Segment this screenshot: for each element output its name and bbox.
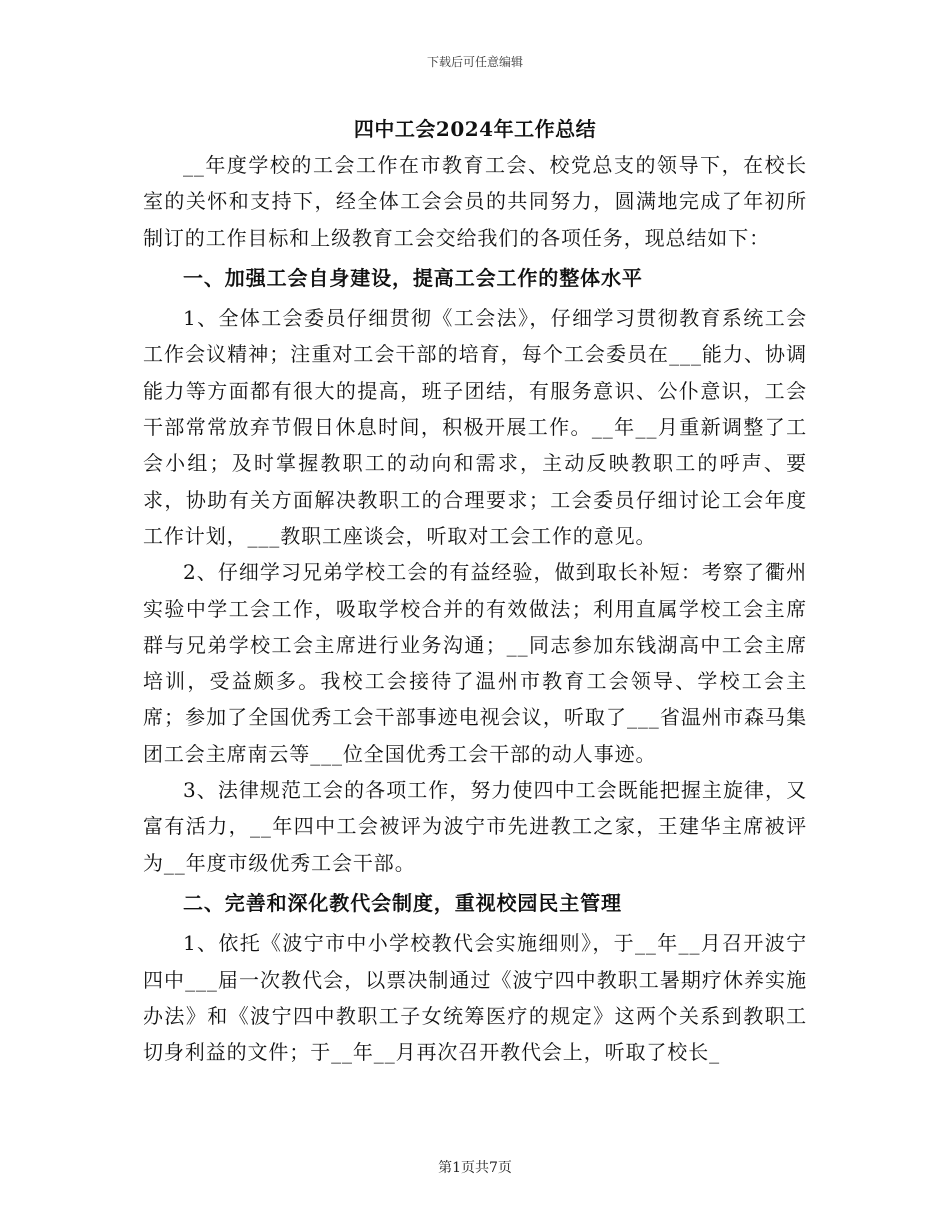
download-note: 下载后可任意编辑 bbox=[426, 55, 523, 69]
document-title: 四中工会2024年工作总结 bbox=[353, 117, 597, 141]
section-1-item-2: 2、仔细学习兄弟学校工会的有益经验，做到取长补短：考察了衢州实验中学工会工作，吸取学校合并的有效做法；利用直属学校工会主席群与兄弟学校工会主席进行业务沟通；__同志参加东钱湖高中工会主席培训，受益颇多。我校工会接待了温州市教育工会领导、学校工会主席；参加了全国优秀工会干部事迹电视会议，听取了___省温州市森马集团工会主席南云等___位全国优秀工会干部的动人事迹。 bbox=[143, 560, 807, 766]
section-2-heading: 二、完善和深化教代会制度，重视校园民主管理 bbox=[183, 890, 622, 915]
section-2-item-1: 1、依托《波宁市中小学校教代会实施细则》，于__年__月召开波宁四中___届一次教代会，以票决制通过《波宁四中教职工暑期疗休养实施办法》和《波宁四中教职工子女统筹医疗的规定》这两个关系到教职工切身利益的文件；于__年__月再次召开教代会上，听取了校长_ bbox=[143, 931, 807, 1065]
intro-paragraph: __年度学校的工会工作在市教育工会、校党总支的领导下，在校长室的关怀和支持下，经全体工会会员的共同努力，圆满地完成了年初所制订的工作目标和上级教育工会交给我们的各项任务，现总结如下： bbox=[143, 153, 807, 250]
section-1-heading: 一、加强工会自身建设，提高工会工作的整体水平 bbox=[183, 265, 643, 290]
page-number: 第1页共7页 bbox=[438, 1160, 512, 1176]
section-1-item-3: 3、法律规范工会的各项工作，努力使四中工会既能把握主旋律，又富有活力，__年四中工会被评为波宁市先进教工之家，王建华主席被评为__年度市级优秀工会干部。 bbox=[143, 778, 807, 875]
section-1-item-1: 1、全体工会委员仔细贯彻《工会法》，仔细学习贯彻教育系统工会工作会议精神；注重对工会干部的培育，每个工会委员在___能力、协调能力等方面都有很大的提高，班子团结，有服务意识、公仆意识，工会干部常常放弃节假日休息时间，积极开展工作。__年__月重新调整了工会小组；及时掌握教职工的动向和需求，主动反映教职工的呼声、要求，协助有关方面解决教职工的合理要求；工会委员仔细讨论工会年度工作计划，___教职工座谈会，听取对工会工作的意见。 bbox=[143, 306, 807, 548]
document-body bbox=[143, 147, 807, 1070]
